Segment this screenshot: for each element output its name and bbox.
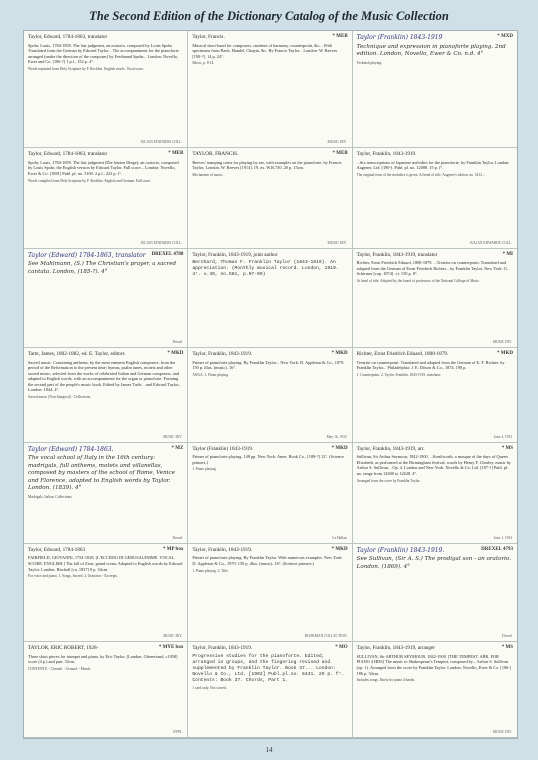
card-call-number: DREXEL 4793 <box>481 546 513 552</box>
card-note: 1 card only. Not scored. <box>192 686 227 691</box>
catalog-card <box>188 443 352 544</box>
card-note: ANGA. 1. Piano playing. <box>192 372 229 377</box>
card-note: For voice and piano. 1. Songs, Sacred. 2. Oratorios - Excerpts. <box>28 574 118 579</box>
card-call-number: * MKD <box>331 351 348 357</box>
card-call-number: * MEB <box>332 151 348 157</box>
catalog-card <box>24 148 188 248</box>
card-body: See Sullivan, (Sir A. S.) The prodigal son - an oratorio. London. (1869). 4° <box>356 556 511 571</box>
catalog-card <box>24 31 188 148</box>
card-note: 1. Counterpoint. 2. Taylor, Franklin, 1843-1919, translator. <box>356 372 442 377</box>
card-heading: Taylor, Franklin, 1843-1919, translator <box>356 251 438 258</box>
card-heading: Taylor (Franklin) 1843-1919. <box>356 546 445 554</box>
card-stamp: June 1, 1933 <box>493 535 512 540</box>
card-note: CONTENTS. - Chorale. - Ground. - March. <box>28 667 92 672</box>
card-call-number: * MI <box>502 251 513 257</box>
card-body: Sullivan, Sir Arthur Seymour, 1842-1900. ...Kenilworth, a masque of the days of Queen Elizabeth, as performed at the Birmingham festival, words by Henry F. Chorley, music by Arthur S. Sullivan... Op. 4. London and New York: Novello & Co. Ltd. [187-?] Publ. pl. no. range from 12600 to 12628. 4°. <box>356 454 512 476</box>
card-body: Reeves' tramping coins for playing by ear, with examples on the pianoforte, by Francis Taylor, London, W. Reeves [1914]. 19, ex. W.R.730. 20 p. 15cm. <box>192 159 342 171</box>
card-call-number: * MEB <box>168 151 184 157</box>
page-number: 14 <box>265 746 273 754</box>
card-heading: Taylor, Franklin, 1843-1919, arranger <box>356 645 436 652</box>
card-heading: Taylor, Franklin, 1843-1919, joint author <box>192 251 278 258</box>
catalog-card <box>24 544 188 642</box>
card-note: Tecknish playing <box>356 60 382 65</box>
card-call-number: * MZ <box>171 445 184 451</box>
card-stamp: NYPL <box>172 730 183 734</box>
catalog-card <box>188 642 352 738</box>
card-heading: Taylor (Franklin) 1843-1919 <box>356 34 443 41</box>
card-heading: Taylor, Francis. <box>192 34 225 40</box>
card-stamp: JULIAN EDWARDS COLL. <box>140 240 183 245</box>
card-call-number: * MKD <box>331 445 348 451</box>
card-stamp: Drexel <box>172 340 183 345</box>
card-heading: Taylor, Franklin, 1843-1919. <box>192 546 253 553</box>
card-call-number: * MO <box>335 645 348 651</box>
card-heading: Taylor, Edward, 1784-1863 <box>28 546 86 553</box>
card-stamp: MUSIC DIV. <box>492 340 512 345</box>
card-body: Progressive studies for the pianoforte. Edited, arranged in groups, and the fingering revised and supplemented by Franklin Taylor. Book 37... London: Novello & Co., Ltd. [1902] Publ.pl.no. 6441. 29 p. f°. Contents: Book 37. Chords, Part 1. <box>192 653 345 684</box>
card-body: Three short pieces for trumpet and piano, by Eric Taylor. [London, Gleneviand, c1958] score (4 p.) and part. 32cm. <box>28 653 178 665</box>
card-note: Music, p. 8-14. <box>192 61 215 66</box>
card-stamp: BOOKMAN COLLECTION <box>304 634 347 639</box>
card-heading: Taylor, Edward, 1784-1863, translator <box>28 151 108 158</box>
card-call-number: * MKD <box>167 351 184 357</box>
card-body: The vocal school of Italy in the 16th century: madrigals, full anthems, motets and villanellas, composed by masters of the school of Rome, Venice and Florence, adapted to English words by Taylor. London. (1839). 4° <box>28 455 175 492</box>
card-note: Includes songs. Duets for piano 4 hands. <box>356 678 415 683</box>
card-stamp: MUSIC DIV. <box>163 634 183 639</box>
card-body: Musical short-hand for composers, students of harmony, counterpoint, &c... With specimens from Bach, Handel, Chopin, &c. By Francis Taylor... London: W. Reeves [190-?]. 14 p. 24°. <box>192 42 338 59</box>
card-body: Primer of pianoforte playing. By Franklin Taylor. With numerous examples. New York: D. Appleton & Co., 1879. 150 p. illus. (music). 16°. (Science primers.) <box>192 555 343 567</box>
card-stamp: June 4, 1933 <box>493 434 512 439</box>
card-stamp: MUSIC DIV. <box>327 140 347 145</box>
card-heading: Tarte, James, 1802-1882, ed. E. Taylor, editors <box>28 351 125 358</box>
catalog-card <box>353 148 517 248</box>
card-body: FAIRFIELD, GIOVANNI, 1754-1828. [L'ECCIDIO DI GERUSALEMME. VOCAL SCORE. ENGLISH.] The fall of Zion; grand scena. Adapted to English words by Edward Taylor. London, Birchall [ca. 1837] 8 p. 34cm. <box>28 555 183 572</box>
catalog-card <box>188 348 352 443</box>
catalog-card <box>353 443 517 544</box>
catalog-card <box>24 443 188 544</box>
card-call-number: * MKD <box>331 546 348 552</box>
card-body: Technique and expression in pianoforte playing. 2nd edition. London, Novello, Ewer & Co. n.d. 4° <box>356 43 506 58</box>
card-body: Treatise on counterpoint. Translated and adapted from the German of E. F. Richter. by Franklin Taylor... Philadelphia: J. E. Ditson & Co., 1874. 198 p. <box>356 359 505 371</box>
card-heading: Taylor, Franklin, 1843-1919, arr. <box>356 445 425 452</box>
card-note: Sacred music (Non-liturgical) - Collections. <box>28 395 92 400</box>
catalog-card <box>24 348 188 443</box>
card-call-number: * MYE box <box>158 645 184 651</box>
card-heading: Taylor, Franklin, 1843-1919. <box>192 351 253 358</box>
card-call-number: * MS <box>501 445 513 451</box>
card-note: At head of title: Adopted by the board of professors of the National College of Music. <box>356 278 481 283</box>
page-title: The Second Edition of the Dictionary Catalog of the Music Collection <box>89 9 449 23</box>
card-stamp: MUSIC DIV. <box>163 434 183 439</box>
catalog-card <box>353 249 517 348</box>
catalog-card <box>188 249 352 348</box>
card-body: Primer of pianoforte playing. 148 pp. New York: Amer. Book Co., [188-?] 12°. (Science primers.) <box>192 454 344 465</box>
card-body: Spohr, Louis, 1784-1859. The last judgment (Die letzten Dinge); an oratorio, composed by Louis Spohr, the English version by Edward Taylor. Full score... London: Novello, Ewer & Co. [1881] Publ. pl. no. 5100. 2 p.l., 223 p. f°. <box>28 159 179 177</box>
catalog-card <box>24 642 188 738</box>
card-note: Mechanism of music. <box>192 173 224 178</box>
catalog-sheet <box>23 30 518 739</box>
card-grid <box>24 31 517 738</box>
card-stamp: Drexel <box>172 535 183 540</box>
card-note: Words compiled from Holy Scripture by F. Rochlitz. English and German. Full score. <box>28 178 151 183</box>
card-call-number: * MXD <box>497 34 513 39</box>
catalog-card <box>188 148 352 248</box>
card-stamp: JULIAN EDWARDS COLL. <box>469 240 512 245</box>
card-body: Sacred music. Containing anthems, by the most eminent English composers, from the period of the Reformation to the present time; hymns, psalm tunes, motets and other sacred music, selected from the works of celebrated Italian and German composers, and adapted to English words, with an accompaniment for the organ or pianoforte. Forming the second part of the people's music book. Edited by James Turle... and Edward Taylor... London: 1844. 4°. <box>28 359 182 393</box>
card-note: Words reprinted from Holy Scripture by F. Rochlitz. English words. Vocal score. <box>28 66 144 71</box>
card-heading: Taylor (Edward) 1784-1863, translator <box>28 251 146 259</box>
card-stamp: MUSIC DIV. <box>492 730 512 734</box>
card-call-number: DREXEL 4788 <box>151 251 184 257</box>
card-heading: TAYLOR, ERIC ROBERT, 1928- <box>28 645 99 652</box>
card-call-number: * MEB <box>332 34 348 39</box>
card-body: SULLIVAN, Sir ARTHUR SEYMOUR, 1842-1900. [THE TEMPEST. ARR. FOR PIANO 4 HDS] The music to Shakespeare's Tempest, composed by... Arthur S. Sullivan (op. 1). Arranged from the score by Franklin Taylor. London, Novello, Ewer & Co. [186-] 186 p. 34cm. <box>356 653 512 676</box>
card-note: Madrigals, Italian. Collections. <box>28 494 73 499</box>
card-call-number: * MKD <box>497 351 513 357</box>
catalog-card <box>353 544 517 642</box>
card-stamp: Le Hallan <box>332 535 347 540</box>
card-heading: Richter, Ernst Friedrich Eduard, 1808-1879. <box>356 351 449 358</box>
card-note: The original form of the melodies is given. At head of title: Augener's edition, no. 5412... <box>356 173 485 178</box>
card-note: 1. Piano playing. <box>192 467 217 472</box>
card-call-number: * MP box <box>163 546 184 552</box>
catalog-card <box>24 249 188 348</box>
card-body: Spohr, Louis, 1784-1859. The last judgment, an oratorio, composed by Louis Spohr. Translated from the German by Edward Taylor... The accompaniment for the pianoforte arranged (under the direction of the composer) by Ferdinand Spohr... London: Novello, Ewer and Co. [186-?] 1 p.l., 152 p. 4°. <box>28 42 179 65</box>
card-heading: Taylor (Franklin) 1843-1919. <box>192 445 254 452</box>
catalog-card <box>353 31 517 148</box>
catalog-card <box>188 31 352 148</box>
card-stamp: May 16, 1933 <box>326 434 347 439</box>
catalog-card <box>353 642 517 738</box>
card-body: Primer of pianoforte playing. By Franklin Taylor... New York: D. Appleton & Co., 1879. 150 p. illus. (music). 16°. <box>192 359 345 371</box>
card-stamp: MUSIC DIV. <box>327 240 347 245</box>
card-body: Richter, Ernst Friedrich Eduard, 1808-1879. ...Treatise on counterpoint. Translated and adapted from the German of Ernst Friedrich Richter... by Franklin Taylor. New York: G. Schirmer [cop. 1874]. vi, 150 p. 8°. <box>356 260 508 277</box>
card-heading: TAYLOR, FRANCIS. <box>192 151 239 158</box>
card-note: 1. Piano playing. 2. Title. <box>192 568 229 573</box>
card-heading: Taylor, Franklin, 1843-1919. <box>192 645 253 652</box>
card-call-number: * MS <box>501 645 513 651</box>
card-heading: Taylor, Edward, 1784-1863, translator <box>28 34 108 40</box>
catalog-card <box>353 348 517 443</box>
card-heading: Taylor (Edward) 1784-1863. <box>28 445 114 453</box>
catalog-card <box>188 544 352 642</box>
card-body: See Mahlmann, (S.) The Christian's prayer, a sacred cantata. London, (185-?). 4° <box>28 261 177 275</box>
card-note: Arranged from the score by Franklin Taylor. <box>356 478 421 483</box>
card-stamp: JULIAN EDWARDS COLL. <box>140 140 183 145</box>
card-heading: Taylor, Franklin, 1843-1919. <box>356 151 417 158</box>
card-stamp: Drexel <box>502 634 512 639</box>
card-body: Bernhard, Thomas F. Franklin Taylor (1843-1919). An appreciation. (Monthly musical record. London, 1919. 4°. v.49, no.581, p.97-99) <box>192 260 339 278</box>
card-body: ...Six transcriptions of Japanese melodies for the pianoforte, by Franklin Taylor. London: Augener, Ltd. [190-]. Publ. pl. no. 12088. 15 p. f°. <box>356 159 510 171</box>
